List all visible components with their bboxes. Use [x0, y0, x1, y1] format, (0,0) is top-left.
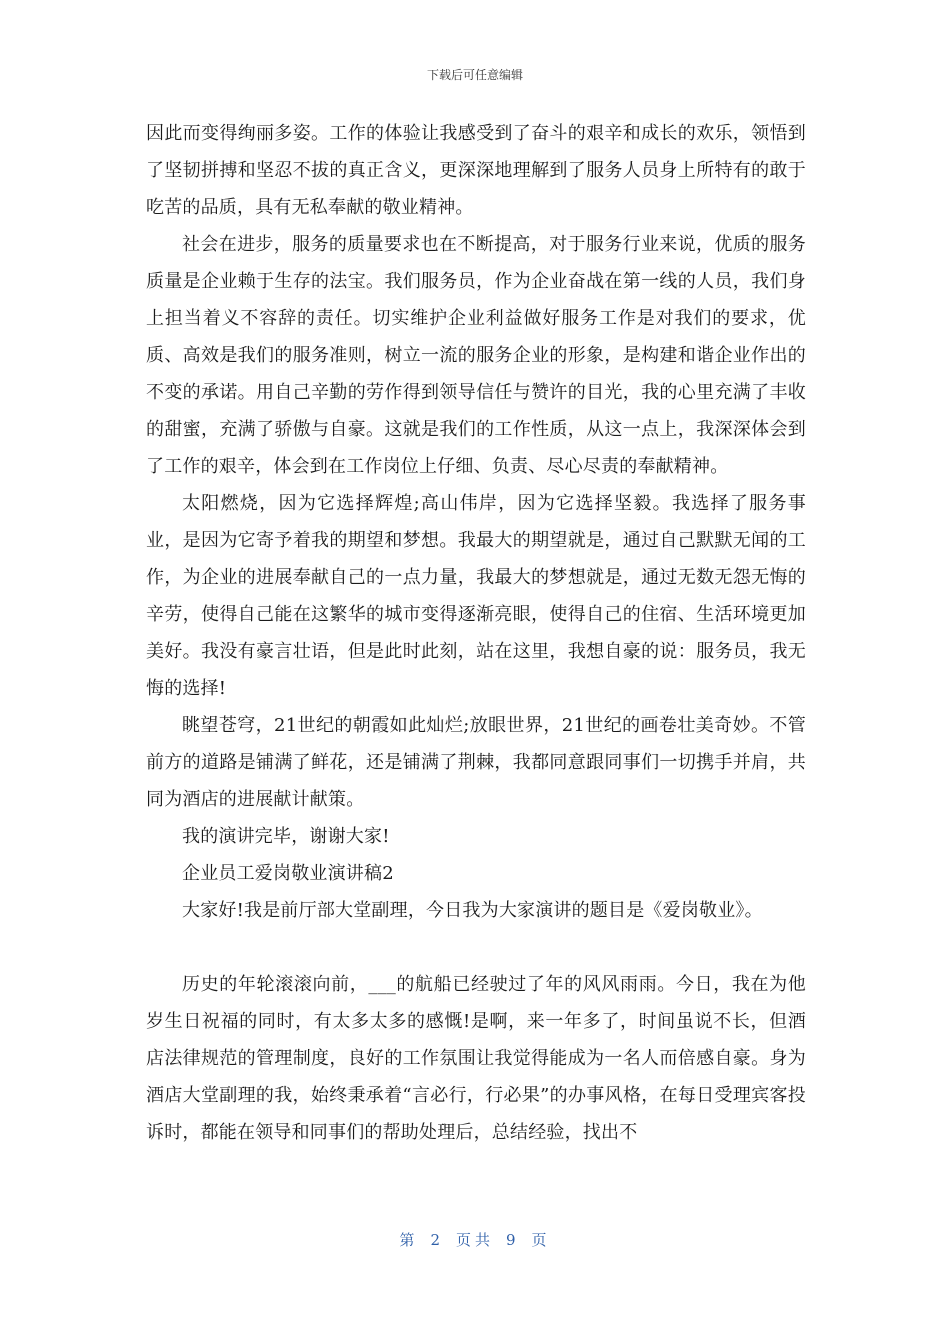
paragraph-spacer — [146, 929, 806, 966]
paragraph-closing: 我的演讲完毕，谢谢大家! — [182, 826, 390, 847]
section-title: 企业员工爱岗敬业演讲稿2 — [182, 863, 394, 884]
paragraph-greeting: 大家好!我是前厅部大堂副理，今日我为大家演讲的题目是《爱岗敬业》。 — [182, 900, 763, 921]
paragraph-career-choice: 太阳燃烧，因为它选择辉煌;高山伟岸，因为它选择坚毅。我选择了服务事业，是因为它寄予着我的期望和梦想。我最大的期望就是，通过自己默默无闻的工作，为企业的进展奉献自己的一点力量，我最大的梦想就是，通过无数无怨无悔的辛劳，使得自己能在这繁华的城市变得逐渐亮眼，使得自己的住宿、生活环境更加美好。我没有豪言壮语，但是此时此刻，站在这里，我想自豪的说：服务员，我无悔的选择! — [146, 493, 806, 699]
page-header: 下载后可任意编辑 — [426, 68, 523, 82]
page-label-middle: 页共 — [455, 1231, 494, 1249]
page-label-prefix: 第 — [399, 1231, 419, 1249]
page-footer — [0, 1229, 950, 1250]
paragraph-service-quality: 社会在进步，服务的质量要求也在不断提高，对于服务行业来说，优质的服务质量是企业赖于生存的法宝。我们服务员，作为企业奋战在第一线的人员，我们身上担当着义不容辞的责任。切实维护企业利益做好服务工作是对我们的要求，优质、高效是我们的服务准则，树立一流的服务企业的形象，是构建和谐企业作出的不变的承诺。用自己辛勤的劳作得到领导信任与赞许的目光，我的心里充满了丰收的甜蜜，充满了骄傲与自豪。这就是我们的工作性质，从这一点上，我深深体会到了工作的艰辛，体会到在工作岗位上仔细、负责、尽心尽责的奉献精神。 — [146, 234, 806, 477]
paragraph-continued: 因此而变得绚丽多姿。工作的体验让我感受到了奋斗的艰辛和成长的欢乐，领悟到了坚韧拼搏和坚忍不拔的真正含义，更深深地理解到了服务人员身上所特有的敢于吃苦的品质，具有无私奉献的敬业精神。 — [146, 123, 806, 218]
page-label-suffix: 页 — [531, 1231, 551, 1249]
paragraph-history: 历史的年轮滚滚向前，___的航船已经驶过了年的风风雨雨。今日，我在为他岁生日祝福的同时，有太多太多的感慨!是啊，来一年多了，时间虽说不长，但酒店法律规范的管理制度，良好的工作氛围让我觉得能成为一名人而倍感自豪。身为酒店大堂副理的我，始终秉承着“言必行，行必果”的办事风格，在每日受理宾客投诉时，都能在领导和同事们的帮助处理后，总结经验，找出不 — [146, 974, 806, 1143]
page-total: 9 — [506, 1231, 520, 1249]
document-body — [146, 115, 806, 1151]
paragraph-outlook: 眺望苍穹，21世纪的朝霞如此灿烂;放眼世界，21世纪的画卷壮美奇妙。不管前方的道路是铺满了鲜花，还是铺满了荆棘，我都同意跟同事们一切携手并肩，共同为酒店的进展献计献策。 — [146, 715, 806, 810]
page-current: 2 — [430, 1231, 444, 1249]
